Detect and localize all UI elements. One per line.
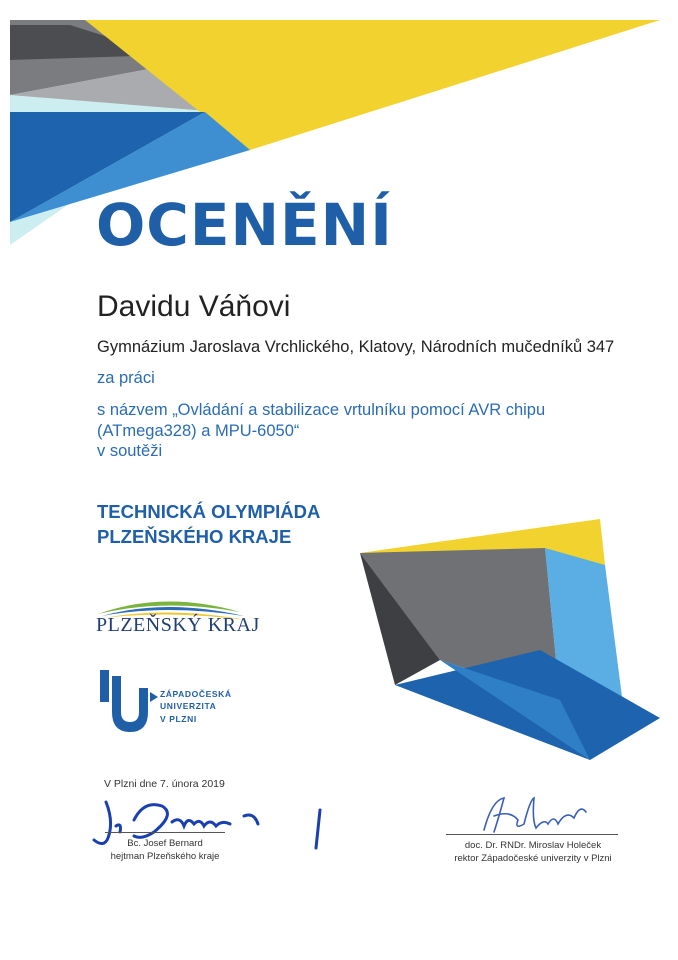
university-line-1: ZÁPADOČESKÁ [160, 689, 232, 699]
competition-line-2: PLZEŇSKÉHO KRAJE [97, 525, 292, 547]
work-title [97, 400, 657, 462]
issue-date: V Plzni dne 7. února 2019 [104, 778, 225, 790]
competition-label: v soutěži [97, 442, 163, 461]
work-title-line-1: s názvem „Ovládání a stabilizace vrtulníku pomocí AVR chipu [97, 401, 546, 419]
university-line-2: UNIVERZITA [160, 701, 217, 712]
region-logo-text: PLZEŇSKÝ KRAJ [96, 614, 260, 636]
left-signature-line [105, 832, 225, 833]
work-title-line-2: (ATmega328) a MPU-6050“ [97, 421, 300, 440]
right-signature-line [446, 834, 618, 835]
university-line-3: V PLZNI [160, 713, 197, 724]
recipient-name: Davidu Váňovi [97, 290, 291, 323]
right-signer-title: rektor Západočeské univerzity v Plzni [454, 852, 612, 864]
university-logo-text [160, 688, 232, 725]
for-work-label: za práci [97, 369, 155, 387]
right-signer-name: doc. Dr. RNDr. Miroslav Holeček [464, 840, 602, 851]
left-signer-title: hejtman Plzeňského kraje [110, 850, 220, 862]
left-signer-name: Bc. Josef Bernard [127, 838, 203, 849]
university-logo-mark [98, 668, 158, 738]
competition-name [97, 500, 320, 550]
competition-line-1: TECHNICKÁ OLYMPIÁDA [97, 501, 321, 522]
left-signer [90, 838, 240, 864]
right-signer [436, 840, 630, 866]
certificate-title: OCENĚNÍ [96, 191, 393, 259]
school-address: Gymnázium Jaroslava Vrchlického, Klatovy, Národních mučedníků 347 [97, 338, 615, 356]
right-signature [474, 790, 604, 840]
